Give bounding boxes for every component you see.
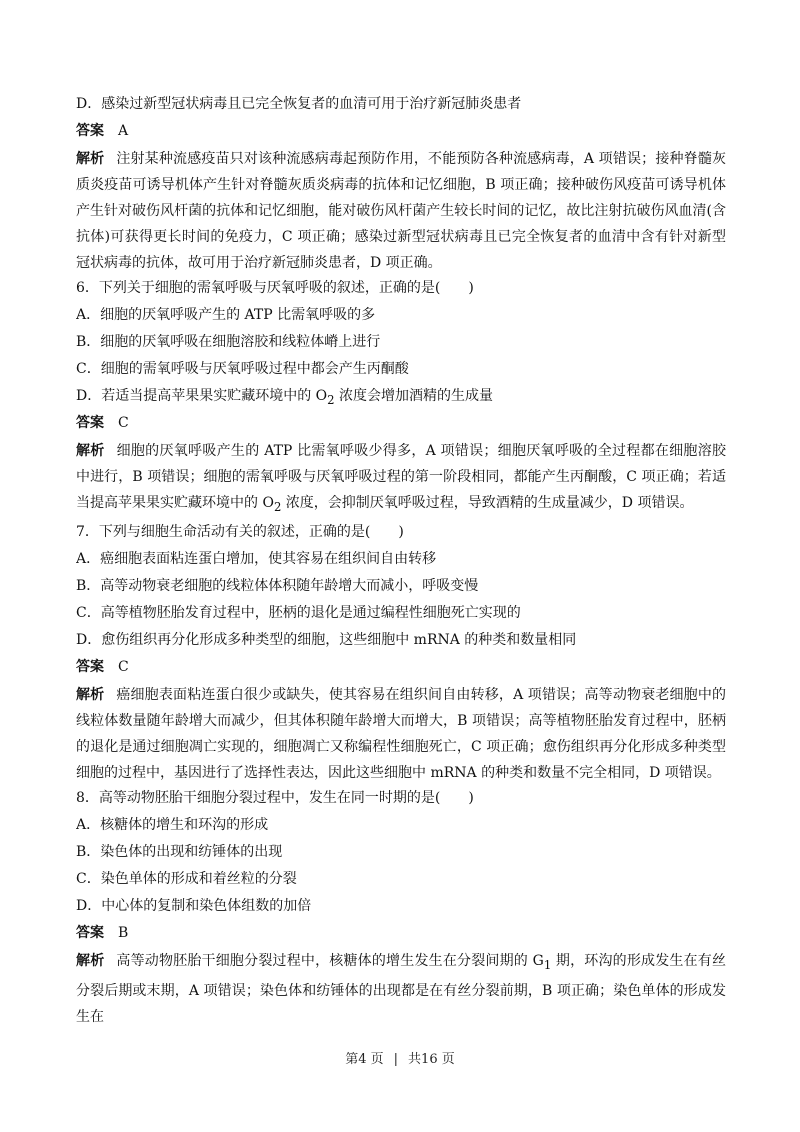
explanation-text: 注射某种流感疫苗只对该种流感病毒起预防作用，不能预防各种流感病毒，A 项错误；接种脊髓灰质炎疫苗可诱导机体产生针对脊髓灰质炎病毒的抗体和记忆细胞，B 项正确；接种破伤风疫苗可诱导机体产生针对破伤风杆菌的抗体和记忆细胞，能对破伤风杆菌产生较长时间的记忆，故比注射抗破伤风血清(含抗体)可获得更长时间的免疫力，C 项正确；感染过新型冠状病毒且已完全恢复者的血清中含有针对新型冠状病毒的抗体，故可用于治疗新冠肺炎患者，D 项正确。 [76, 151, 727, 271]
q8-option-a: A．核糖体的增生和环沟的形成 [76, 816, 269, 833]
answer-label: 答案 [76, 123, 104, 139]
page-number: 第4 页 [345, 1052, 384, 1067]
q8-option-b: B．染色体的出现和纺锤体的出现 [76, 843, 283, 860]
answer-value: A [118, 123, 129, 139]
q7-stem: 7．下列与细胞生命活动有关的叙述，正确的是( ) [76, 523, 404, 540]
explanation-text: 期，环沟的形成发生在有丝分裂后期或末期，A 项错误；染色体和纺锤体的出现都是在有丝分裂前期，B 项正确；染色单体的形成发生在 [76, 952, 726, 1025]
q7-option-b: B．高等动物衰老细胞的线粒体体积随年龄增大而减小，呼吸变慢 [76, 577, 479, 594]
q6-option-c: C．细胞的需氧呼吸与厌氧呼吸过程中都会产生丙酮酸 [76, 361, 409, 377]
answer-value: C [118, 415, 129, 431]
explanation-text: 癌细胞表面粘连蛋白很少或缺失，使其容易在组织间自由转移，A 项错误；高等动物衰老细胞中的线粒体数量随年龄增大而减少，但其体积随年龄增大而增大，B 项错误；高等植物胚胎发育过程中，胚柄的退化是通过细胞凋亡实现的，细胞凋亡又称编程性细胞死亡，C 项正确；愈伤组织再分化形成多种类型细胞的过程中，基因进行了选择性表达，因此这些细胞中 mRNA 的种类和数量不完全相同，D 项错误。 [76, 686, 727, 781]
footer-separator: | [393, 1052, 399, 1067]
explanation-label: 解析 [76, 443, 105, 459]
q6-option-a: A．细胞的厌氧呼吸产生的 ATP 比需氧呼吸的多 [76, 307, 376, 323]
answer-value: B [118, 924, 129, 941]
page-total: 共16 页 [408, 1052, 455, 1067]
page-footer [0, 1048, 800, 1067]
document-page [76, 92, 726, 1030]
answer-label: 答案 [76, 415, 104, 431]
answer-label: 答案 [76, 924, 104, 941]
subscript: 2 [273, 499, 282, 514]
answer-value: C [118, 658, 129, 675]
q7-option-a: A．癌细胞表面粘连蛋白增加，使其容易在组织间自由转移 [76, 550, 437, 567]
q6-stem: 6．下列关于细胞的需氧呼吸与厌氧呼吸的叙述，正确的是( ) [76, 280, 474, 296]
q7-option-d: D．愈伤组织再分化形成多种类型的细胞，这些细胞中 mRNA 的种类和数量相同 [76, 631, 577, 648]
q8-explanation [76, 948, 726, 1030]
explanation-text: 浓度，会抑制厌氧呼吸过程，导致酒精的生成量减少，D 项错误。 [281, 495, 694, 511]
q6-option-d [76, 384, 726, 408]
q8-option-c: C．染色单体的形成和着丝粒的分裂 [76, 870, 297, 887]
q5-option-d: D．感染过新型冠状病毒且已完全恢复者的血清可用于治疗新冠肺炎患者 [76, 96, 522, 112]
explanation-label: 解析 [76, 151, 105, 167]
subscript: 2 [327, 392, 335, 407]
q6-explanation [76, 438, 726, 520]
explanation-text: 细胞的厌氧呼吸产生的 ATP 比需氧呼吸少得多，A 项错误；细胞厌氧呼吸的全过程都在细胞溶胶中进行，B 项错误；细胞的需氧呼吸与厌氧呼吸过程的第一阶段相同，都能产生丙酮酸，C 项正确；若适当提高苹果果实贮藏环境中的 O [76, 443, 727, 511]
answer-label: 答案 [76, 658, 104, 675]
q8-stem: 8．高等动物胚胎干细胞分裂过程中，发生在同一时期的是( ) [76, 789, 474, 806]
q7-answer [76, 655, 726, 679]
option-text: D．若适当提高苹果果实贮藏环境中的 O [76, 388, 328, 404]
q8-option-d: D．中心体的复制和染色体组数的加倍 [76, 897, 312, 914]
q5-explanation [76, 146, 726, 276]
subscript: 1 [543, 957, 552, 972]
option-text: 浓度会增加酒精的生成量 [334, 388, 494, 404]
q8-answer [76, 921, 726, 945]
q5-answer [76, 119, 726, 143]
explanation-label: 解析 [76, 686, 105, 703]
q7-explanation [76, 682, 726, 786]
q6-option-b: B．细胞的厌氧呼吸在细胞溶胶和线粒体嵴上进行 [76, 334, 381, 350]
explanation-label: 解析 [76, 952, 105, 969]
q6-answer [76, 411, 726, 435]
q7-option-c: C．高等植物胚胎发育过程中，胚柄的退化是通过编程性细胞死亡实现的 [76, 604, 521, 621]
explanation-text: 高等动物胚胎干细胞分裂过程中，核糖体的增生发生在分裂间期的 G [116, 952, 544, 969]
